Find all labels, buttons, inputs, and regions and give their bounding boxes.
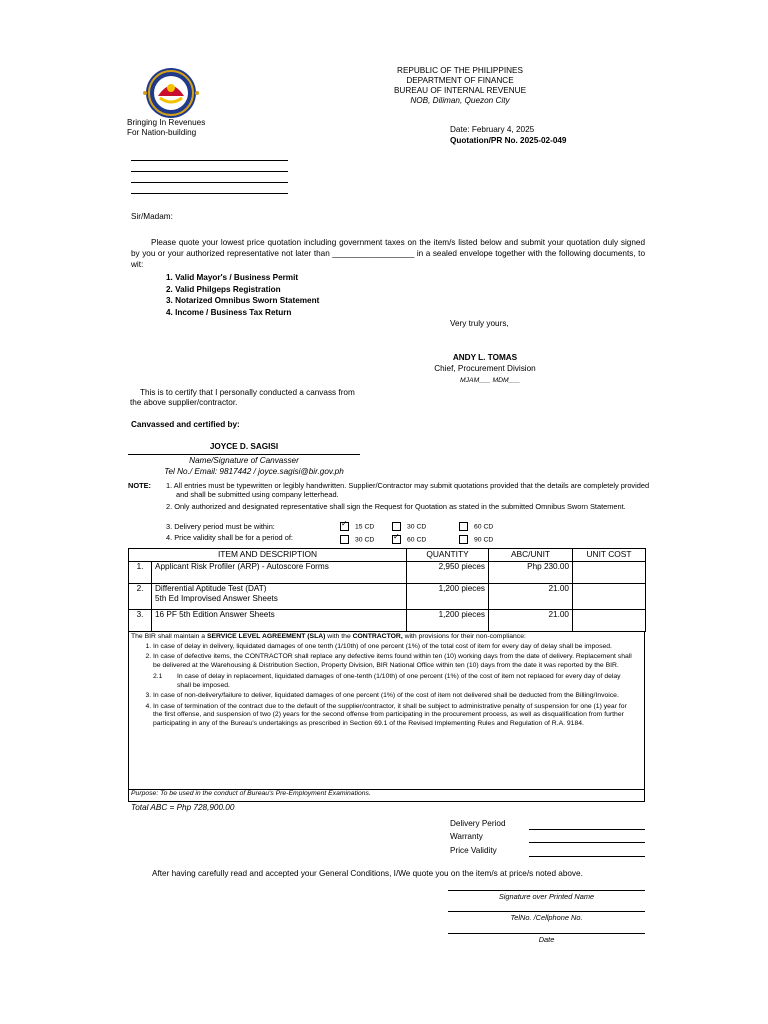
header-bureau: BUREAU OF INTERNAL REVENUE [393, 86, 527, 95]
header-republic: REPUBLIC OF THE PHILIPPINES [397, 66, 523, 75]
checkbox-icon[interactable] [392, 522, 401, 531]
sla-item: 1. In case of delay in delivery, liquidated damages of one tenth (1/10th) of one percent (1%) of the total cost of item for every day of delay shall be imposed. [153, 643, 636, 652]
sla-intro-text: The BIR shall maintain a [131, 633, 207, 640]
sla-item: 3. In case of non-delivery/failure to deliver, liquidated damages of one percent (1%) of the cost of item not delivered shall be deducted from the Billing/Invoice. [153, 692, 636, 701]
sla-intro-text: with provisions for their non-compliance: [402, 633, 526, 640]
checkbox-checked-icon[interactable] [392, 535, 401, 544]
address-line-3[interactable] [131, 182, 288, 183]
warranty-label: Warranty [450, 832, 483, 841]
address-line-2[interactable] [131, 171, 288, 172]
row-description [152, 610, 407, 632]
header-item-description: ITEM AND DESCRIPTION [129, 549, 407, 562]
header-unit-cost: UNIT COST [573, 549, 646, 562]
salutation: Sir/Madam: [131, 212, 173, 221]
checkbox-icon[interactable] [340, 535, 349, 544]
note-2: 2. Only authorized and designated representative shall sign the Request for Quotation as stated in the submitted Omnibus Sworn Statement. [166, 502, 626, 511]
header-quantity: QUANTITY [407, 549, 489, 562]
delivery-period-field[interactable] [529, 829, 645, 830]
checkbox-icon[interactable] [459, 522, 468, 531]
validity-option-label: 90 CD [474, 536, 494, 544]
row-number: 1. [129, 562, 152, 584]
checkbox-checked-icon[interactable] [340, 522, 349, 531]
row-number: 3. [129, 610, 152, 632]
table-row [129, 584, 646, 610]
validity-option-60cd[interactable] [392, 535, 426, 545]
sla-subitem-number: 2.1 [153, 673, 163, 680]
sla-intro [129, 632, 644, 643]
sla-intro-bold: SERVICE LEVEL AGREEMENT (SLA) [206, 633, 326, 640]
table-row [129, 610, 646, 632]
validity-option-label: 60 CD [407, 536, 427, 544]
tagline-line2: For Nation-building [127, 128, 197, 137]
canvass-certification: This is to certify that I personally conducted a canvass from the above supplier/contractor. [130, 388, 355, 407]
row-description [152, 584, 407, 610]
canvassed-label: Canvassed and certified by: [131, 420, 240, 429]
table-row [129, 562, 646, 584]
description-line: 5th Ed Improvised Answer Sheets [155, 594, 278, 603]
date-text: Date: February 4, 2025 [450, 125, 535, 134]
sla-item [153, 653, 636, 690]
note-label: NOTE: [128, 481, 151, 490]
row-quantity: 2,950 pieces [407, 562, 489, 584]
date-line[interactable] [448, 933, 645, 934]
signatory-title: Chief, Procurement Division [434, 364, 536, 373]
purpose-text: Purpose: To be used in the conduct of Bureau's Pre-Employment Examinations. [131, 790, 371, 797]
bir-logo [138, 66, 204, 120]
telno-line[interactable] [448, 911, 645, 912]
items-table [128, 548, 646, 632]
validity-option-label: 30 CD [355, 536, 375, 544]
total-abc: Total ABC = Php 728,900.00 [131, 803, 235, 812]
sla-item-text: In case of defective items, the CONTRACTOR shall replace any defective items found within ten (10) working days from the date of delivery. Replacement shall be delivered at the Warehousing & Distribution Section, Property Division, BIR National Office within ten (10) days from the date it was reported by the BIR. [153, 653, 632, 669]
description-line: Differential Aptitude Test (DAT) [155, 584, 267, 593]
note-4: 4. Price validity shall be for a period of: [166, 533, 293, 542]
address-line-1[interactable] [131, 160, 288, 161]
canvasser-signature-line [128, 454, 360, 455]
telno-label: TelNo. /Cellphone No. [510, 913, 583, 922]
row-abc: 21.00 [489, 584, 573, 610]
initials: MJAM___ MDM___ [459, 377, 521, 384]
validity-option-30cd[interactable] [340, 535, 374, 545]
delivery-option-30cd[interactable] [392, 522, 426, 532]
table-header-row [129, 549, 646, 562]
checkbox-icon[interactable] [459, 535, 468, 544]
signatory-name: ANDY L. TOMAS [452, 353, 518, 362]
document-item: 4. Income / Business Tax Return [166, 307, 292, 317]
sla-box [128, 632, 645, 790]
header-address: NOB, Diliman, Quezon City [410, 96, 510, 105]
sla-subitem-text: In case of delay in replacement, liquidated damages of one-tenth (1/10th) of one percent (1%) of the cost of item not replaced for every day of delay shall be imposed. [177, 673, 621, 689]
delivery-option-label: 30 CD [407, 523, 427, 531]
delivery-option-60cd[interactable] [459, 522, 493, 532]
document-item: 2. Valid Philgeps Registration [166, 284, 281, 294]
purpose-row [128, 789, 645, 802]
row-number: 2. [129, 584, 152, 610]
delivery-option-label: 60 CD [474, 523, 494, 531]
sla-subitem [153, 673, 636, 690]
row-quantity: 1,200 pieces [407, 584, 489, 610]
quotation-number: Quotation/PR No. 2025-02-049 [450, 136, 567, 145]
row-quantity: 1,200 pieces [407, 610, 489, 632]
canvasser-name: JOYCE D. SAGISI [209, 442, 279, 451]
note-1: 1. All entries must be typewritten or legibly handwritten. Supplier/Contractor may submit quotations provided that the details are completely provided and shall be submitted using company letterhead. [166, 481, 650, 500]
row-abc: Php 230.00 [489, 562, 573, 584]
sla-intro-text: with the [325, 633, 353, 640]
sla-intro-bold: CONTRACTOR, [352, 633, 403, 640]
row-abc: 21.00 [489, 610, 573, 632]
delivery-option-label: 15 CD [355, 523, 375, 531]
required-documents [166, 272, 319, 318]
header-abc-unit: ABC/UNIT [489, 549, 573, 562]
row-unit-cost[interactable] [573, 610, 646, 632]
signature-line[interactable] [448, 890, 645, 891]
tagline-line1: Bringing In Revenues [127, 118, 206, 127]
letter-body: Please quote your lowest price quotation including government taxes on the item/s listed below and submit your quotation duly signed by you or your authorized representative not later than __________________ in a sealed envelope together with the following documents, to wit: [131, 238, 645, 269]
price-validity-label: Price Validity [450, 846, 497, 855]
acceptance-statement: After having carefully read and accepted your General Conditions, I/We quote you on the item/s at price/s noted above. [152, 869, 583, 878]
sla-list [129, 643, 644, 729]
canvasser-caption: Name/Signature of Canvasser [189, 456, 299, 465]
row-unit-cost[interactable] [573, 562, 646, 584]
note-3: 3. Delivery period must be within: [166, 522, 275, 531]
row-description [152, 562, 407, 584]
letterhead [300, 66, 620, 106]
address-line-4[interactable] [131, 193, 288, 194]
description-line: Applicant Risk Profiler (ARP) - Autoscore Forms [155, 562, 329, 571]
delivery-period-label: Delivery Period [450, 819, 506, 828]
signature-label: Signature over Printed Name [498, 892, 595, 901]
row-unit-cost[interactable] [573, 584, 646, 610]
closing: Very truly yours, [450, 319, 509, 328]
canvasser-contact: Tel No./ Email: 9817442 / joyce.sagisi@bir.gov.ph [164, 467, 344, 476]
description-line: 16 PF 5th Edition Answer Sheets [155, 610, 275, 619]
warranty-field[interactable] [529, 842, 645, 843]
document-item: 3. Notarized Omnibus Sworn Statement [166, 296, 320, 305]
document-item: 1. Valid Mayor's / Business Permit [166, 273, 299, 282]
header-department: DEPARTMENT OF FINANCE [406, 76, 514, 85]
date-label: Date [538, 935, 555, 944]
validity-option-90cd[interactable] [459, 535, 493, 545]
delivery-option-15cd[interactable] [340, 522, 374, 532]
price-validity-field[interactable] [529, 856, 645, 857]
tagline [127, 118, 205, 138]
sla-item: 4. In case of termination of the contract due to the default of the supplier/contractor, it shall be subject to administrative penalty of suspension for one (1) year for the first offense, and suspension of two (2) years for the second offense from participating in the procurement process, as well as disqualification from further participating in any of the Bureau's undertakings as prescribed in Section 69.1 of the Revised Implementing Rules and Regulation of R.A. 9184. [153, 703, 636, 729]
